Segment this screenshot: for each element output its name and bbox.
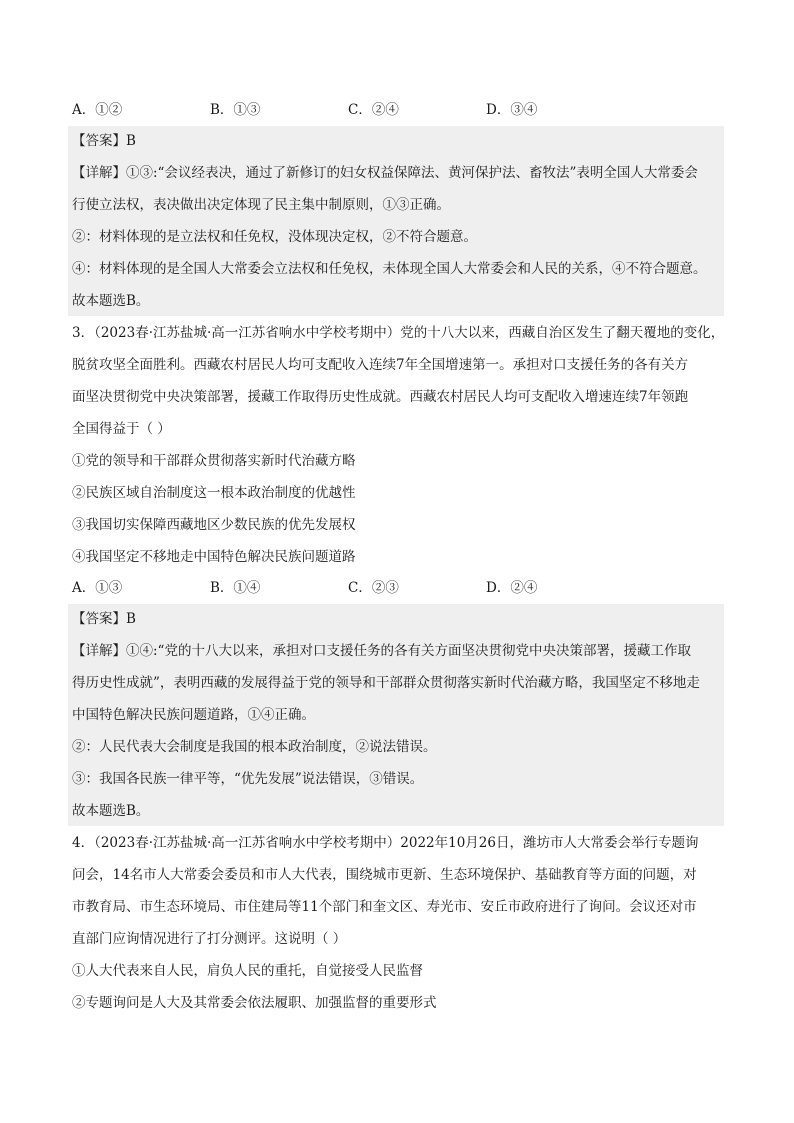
q2-option-a: A．①② [72, 102, 123, 118]
q3-detail-line: ③：我国各民族一律平等，“优先发展”说法错误，③错误。 [72, 771, 424, 787]
q3-option-a: A．①③ [72, 580, 123, 596]
q3-statement: ④我国坚定不移地走中国特色解决民族问题道路 [72, 549, 356, 565]
q3-stem-line: 面坚决贯彻党中央决策部署，援藏工作取得历史性成就。西藏农村居民人均可支配收入增速连续7年领跑 [72, 389, 689, 405]
q3-statement: ②民族区域自治制度这一根本政治制度的优越性 [72, 485, 356, 501]
q3-options [72, 578, 724, 598]
q3-stem-line: 全国得益于（ ） [72, 421, 171, 437]
q4-statement: ②专题询问是人大及其常委会依法履职、加强监督的重要形式 [72, 995, 437, 1011]
q3-answer: 【答案】B [72, 611, 136, 627]
q2-detail-line: 行使立法权，表决做出决定体现了民主集中制原则，①③正确。 [72, 197, 450, 213]
q3-detail-line: 故本题选B。 [72, 803, 150, 819]
q3-detail-line: ②：人民代表大会制度是我国的根本政治制度，②说法错误。 [72, 739, 437, 755]
q2-option-b: B．①③ [210, 102, 261, 118]
q2-detail-line: 故本题选B。 [72, 293, 150, 309]
q3-detail-line: 得历史性成就”，表明西藏的发展得益于党的领导和干部群众贯彻落实新时代治藏方略，我国坚定不移地走 [72, 675, 700, 691]
q3-statement: ①党的领导和干部群众贯彻落实新时代治藏方略 [72, 453, 356, 469]
q4-stem-line: 问会，14名市人大常委会委员和市人大代表，围绕城市更新、生态环境保护、基础教育等方面的问题，对 [72, 867, 697, 883]
q4-statement: ①人大代表来自人民，肩负人民的重托，自觉接受人民监督 [72, 963, 423, 979]
q3-detail-line: 【详解】①④:“党的十八大以来，承担对口支援任务的各有关方面坚决贯彻党中央决策部署，援藏工作取 [72, 643, 691, 659]
q4-stem-line: 直部门应询情况进行了打分测评。这说明（ ） [72, 931, 347, 947]
q2-detail-line: ②：材料体现的是立法权和任免权，没体现决定权，②不符合题意。 [72, 229, 477, 245]
q2-options [72, 100, 724, 120]
q2-answer-block [68, 126, 724, 316]
q4-stem-line: 市教育局、市生态环境局、市住建局等11个部门和奎文区、寿光市、安丘市政府进行了询问。会议还对市 [72, 899, 697, 915]
q2-answer: 【答案】B [72, 133, 136, 149]
q4-stem-line: 4．（2023春·江苏盐城·高一江苏省响水中学校考期中）2022年10月26日，潍坊市人大常委会举行专题询 [72, 835, 699, 851]
q3-statement: ③我国切实保障西藏地区少数民族的优先发展权 [72, 517, 356, 533]
q2-option-d: D．③④ [486, 102, 538, 118]
q2-option-c: C．②④ [348, 102, 399, 118]
q3-stem-line: 3．（2023春·江苏盐城·高一江苏省响水中学校考期中）党的十八大以来，西藏自治区发生了翻天覆地的变化， [72, 325, 724, 341]
q3-option-d: D．②④ [486, 580, 538, 596]
q2-detail-line: 【详解】①③:“会议经表决，通过了新修订的妇女权益保障法、黄河保护法、畜牧法”表明全国人大常委会 [72, 165, 698, 181]
q3-option-b: B．①④ [210, 580, 261, 596]
q2-detail-line: ④：材料体现的是全国人大常委会立法权和任免权，未体现全国人大常委会和人民的关系，④不符合题意。 [72, 261, 707, 277]
q3-option-c: C．②③ [348, 580, 399, 596]
q3-detail-line: 中国特色解决民族问题道路，①④正确。 [72, 707, 315, 723]
q3-stem-line: 脱贫攻坚全面胜利。西藏农村居民人均可支配收入连续7年全国增速第一。承担对口支援任务的各有关方 [72, 357, 689, 373]
